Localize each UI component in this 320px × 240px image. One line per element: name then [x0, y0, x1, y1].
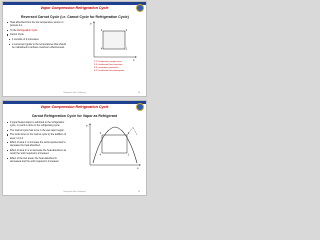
bullet-item: Effect of area 2: is to decrease the heat absorbed, as result the work required is increased. — [7, 149, 67, 155]
t-axis-label: T — [86, 124, 88, 128]
vapor-ts-diagram — [85, 121, 143, 169]
process-legend — [94, 61, 124, 73]
slide-footer: Refrigeration & Air Conditioning — [63, 93, 86, 94]
bullet-item: The Carnot Cycle has to be in the wet vapor region. — [7, 129, 67, 132]
cycle-rectangle — [100, 31, 125, 51]
point-label: 2 — [127, 132, 130, 135]
point-label: 4 — [100, 47, 103, 51]
t-axis-label: T — [90, 22, 92, 26]
point-label: 1 — [127, 153, 130, 157]
s-axis-label: s — [133, 58, 135, 62]
sub-bullet-item: it consists of 2 processes — [7, 38, 69, 41]
slide-footer: Refrigeration & Air Conditioning — [63, 192, 86, 193]
point-label: 2 — [125, 29, 128, 32]
legend-item: 4-1: Isothermal heat absorption — [94, 69, 125, 72]
page-number: 15 — [138, 191, 140, 193]
slide-1 — [2, 1, 147, 97]
legend-item: 1-2: Isothermal compression — [94, 61, 122, 63]
bullet-item: Effect of area 1: to increase the work required and to decrease the heat absorbed. — [7, 141, 67, 147]
page-number: 14 — [138, 92, 140, 94]
bullet-item: Carnot Cycle — [7, 33, 69, 36]
slide-header-bar — [3, 2, 146, 5]
legend-item: 3-4: Isentropic expansion — [94, 66, 119, 69]
slide-title: Vapor Compression Refrigeration Cycle — [40, 6, 109, 10]
legend-item: 2-3: Isothermal heat rejection — [94, 63, 123, 66]
point-label: 3 — [99, 132, 102, 135]
bullet-item: To the Refrigeration Cycle — [7, 29, 69, 32]
point-label: 1 — [125, 47, 128, 51]
carnot-ts-diagram — [89, 19, 139, 61]
slide-2 — [2, 100, 147, 196]
bullet-item: Heat absorbed from the low temperature source to process 4-1. — [7, 21, 69, 27]
slide-header-bar — [3, 101, 146, 104]
slide-title: Vapor Compression Refrigeration Cycle — [40, 105, 109, 109]
bullet-item: If superheated vapor is admitted to the refrigeration cycle, no work is done in the refrigerating cycle. — [7, 121, 67, 127]
s-axis-label: s — [137, 166, 139, 170]
bullet-item: Effect of the two areas: the heat absorbed is decreased and the work required is increased. — [7, 157, 67, 163]
bullet-item: The work done on the Carnot cycle by the addition of area = 2-3-4. — [7, 133, 67, 139]
sub-bullet-item: a convenient guide to the temperatures that should be maintained to achieve maximum effectiveness. — [7, 43, 69, 49]
point-label: 4 — [99, 153, 102, 157]
slide-heading: Reversed Carnot Cycle (i.e. Carnot Cycle for Refrigeration Cycle) — [21, 15, 129, 19]
bullet-list — [7, 121, 67, 165]
point-label: 3 — [100, 29, 103, 32]
cycle-outline — [102, 135, 127, 153]
slide-heading: Carnot Refrigeration Cycle for Vapor as Refrigerant — [31, 114, 118, 118]
bullet-list — [7, 21, 69, 50]
